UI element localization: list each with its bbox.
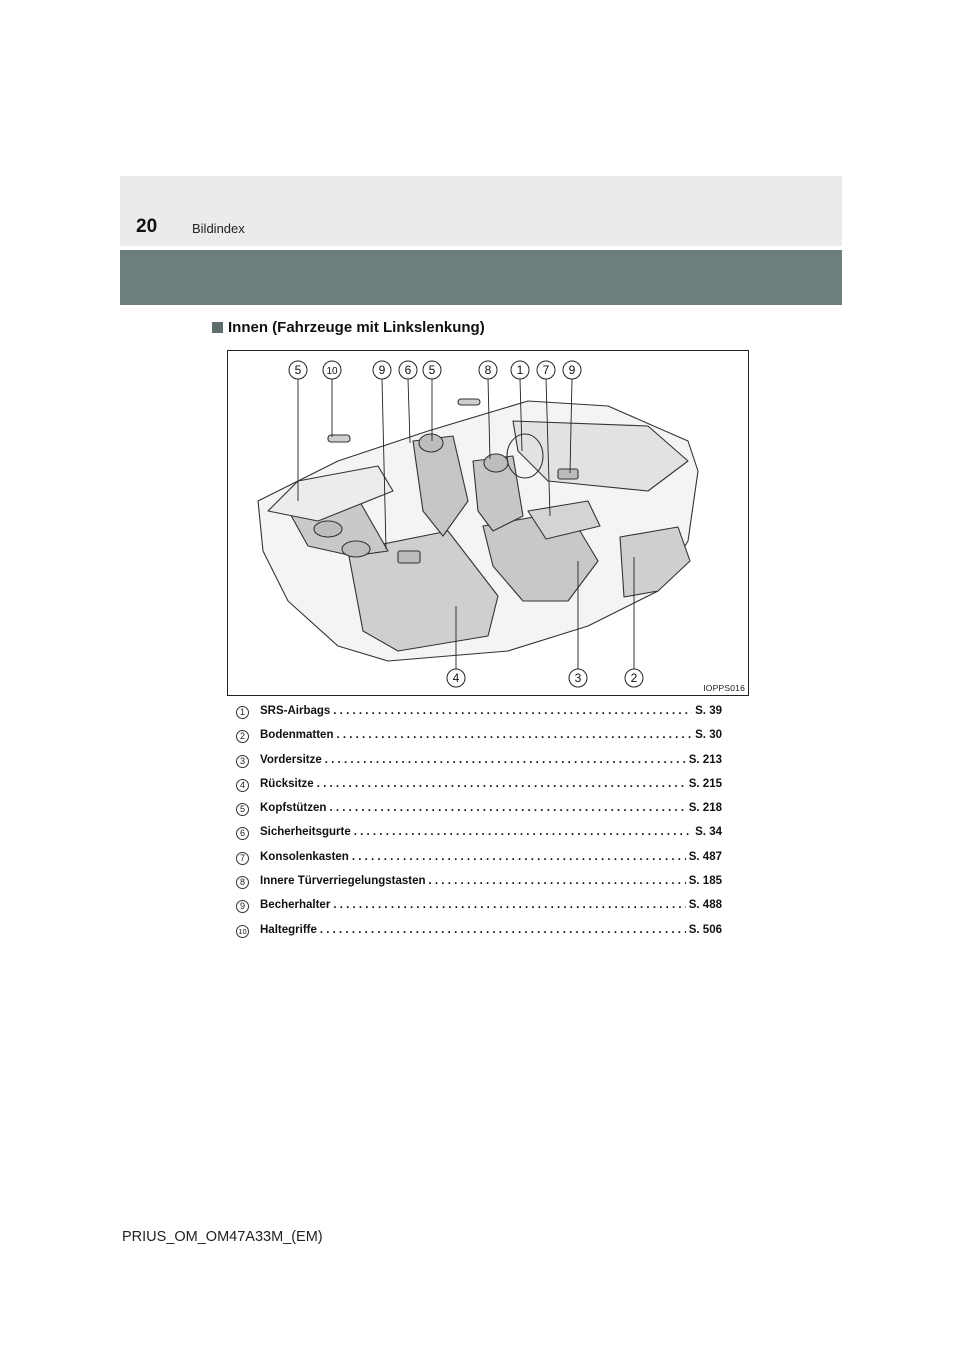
item-page-ref: S. 213 xyxy=(688,753,722,766)
callout-1: 1 xyxy=(516,363,524,377)
item-label: Sicherheitsgurte xyxy=(260,826,351,839)
item-label: Becherhalter xyxy=(260,899,331,912)
item-number-badge: 10 xyxy=(236,925,249,938)
callout-10: 10 xyxy=(326,366,338,377)
item-label: Innere Türverriegelungstasten xyxy=(260,875,426,888)
item-number-badge: 3 xyxy=(236,755,249,768)
item-number-badge: 5 xyxy=(236,803,249,816)
item-page-ref: S. 34 xyxy=(695,826,722,839)
heading-square-icon xyxy=(212,322,223,333)
callout-6: 6 xyxy=(404,363,412,377)
callout-2: 2 xyxy=(630,671,638,685)
item-page-ref: S. 487 xyxy=(688,850,722,863)
callout-5b: 5 xyxy=(428,363,436,377)
item-label: SRS-Airbags xyxy=(260,705,331,717)
list-item xyxy=(236,875,722,899)
item-number-badge: 2 xyxy=(236,730,249,743)
figure-code: IOPPS016 xyxy=(703,683,745,693)
item-label: Bodenmatten xyxy=(260,729,334,742)
item-label: Haltegriffe xyxy=(260,923,317,936)
callout-5: 5 xyxy=(294,363,302,377)
page-number: 20 xyxy=(136,216,158,237)
header-title: Bildindex xyxy=(192,221,245,236)
callout-9: 9 xyxy=(378,363,386,377)
item-number-badge: 6 xyxy=(236,827,249,840)
item-page-ref: S. 215 xyxy=(688,777,722,790)
item-label: Rücksitze xyxy=(260,777,314,790)
section-heading-text: Innen (Fahrzeuge mit Linkslenkung) xyxy=(228,319,485,336)
list-item xyxy=(236,729,722,753)
callout-3: 3 xyxy=(574,671,582,685)
item-number-badge: 4 xyxy=(236,779,249,792)
list-item xyxy=(236,705,722,729)
item-page-ref: S. 39 xyxy=(695,705,722,717)
page-header xyxy=(120,176,842,246)
car-interior-drawing xyxy=(228,351,748,695)
callout-4: 4 xyxy=(452,671,460,685)
callout-9b: 9 xyxy=(568,363,576,377)
header-band xyxy=(120,250,842,305)
list-item xyxy=(236,826,722,850)
item-label: Konsolenkasten xyxy=(260,850,349,863)
item-number-badge: 9 xyxy=(236,900,249,913)
item-label: Vordersitze xyxy=(260,753,322,766)
list-item xyxy=(236,778,722,802)
callout-8: 8 xyxy=(484,363,492,377)
list-item xyxy=(236,899,722,923)
section-heading xyxy=(212,319,485,336)
item-number-badge: 7 xyxy=(236,852,249,865)
item-page-ref: S. 506 xyxy=(688,923,722,936)
interior-illustration xyxy=(227,350,749,696)
item-number-badge: 1 xyxy=(236,706,249,719)
list-item xyxy=(236,924,722,948)
list-item xyxy=(236,802,722,826)
item-number-badge: 8 xyxy=(236,876,249,889)
item-label: Kopfstützen xyxy=(260,802,327,815)
parts-list xyxy=(236,705,722,948)
callout-7: 7 xyxy=(542,363,550,377)
list-item xyxy=(236,851,722,875)
item-page-ref: S. 30 xyxy=(695,729,722,742)
footer-doc-code: PRIUS_OM_OM47A33M_(EM) xyxy=(122,1229,323,1245)
item-page-ref: S. 185 xyxy=(688,875,722,888)
list-item xyxy=(236,754,722,778)
item-page-ref: S. 488 xyxy=(688,899,722,912)
item-page-ref: S. 218 xyxy=(688,802,722,815)
